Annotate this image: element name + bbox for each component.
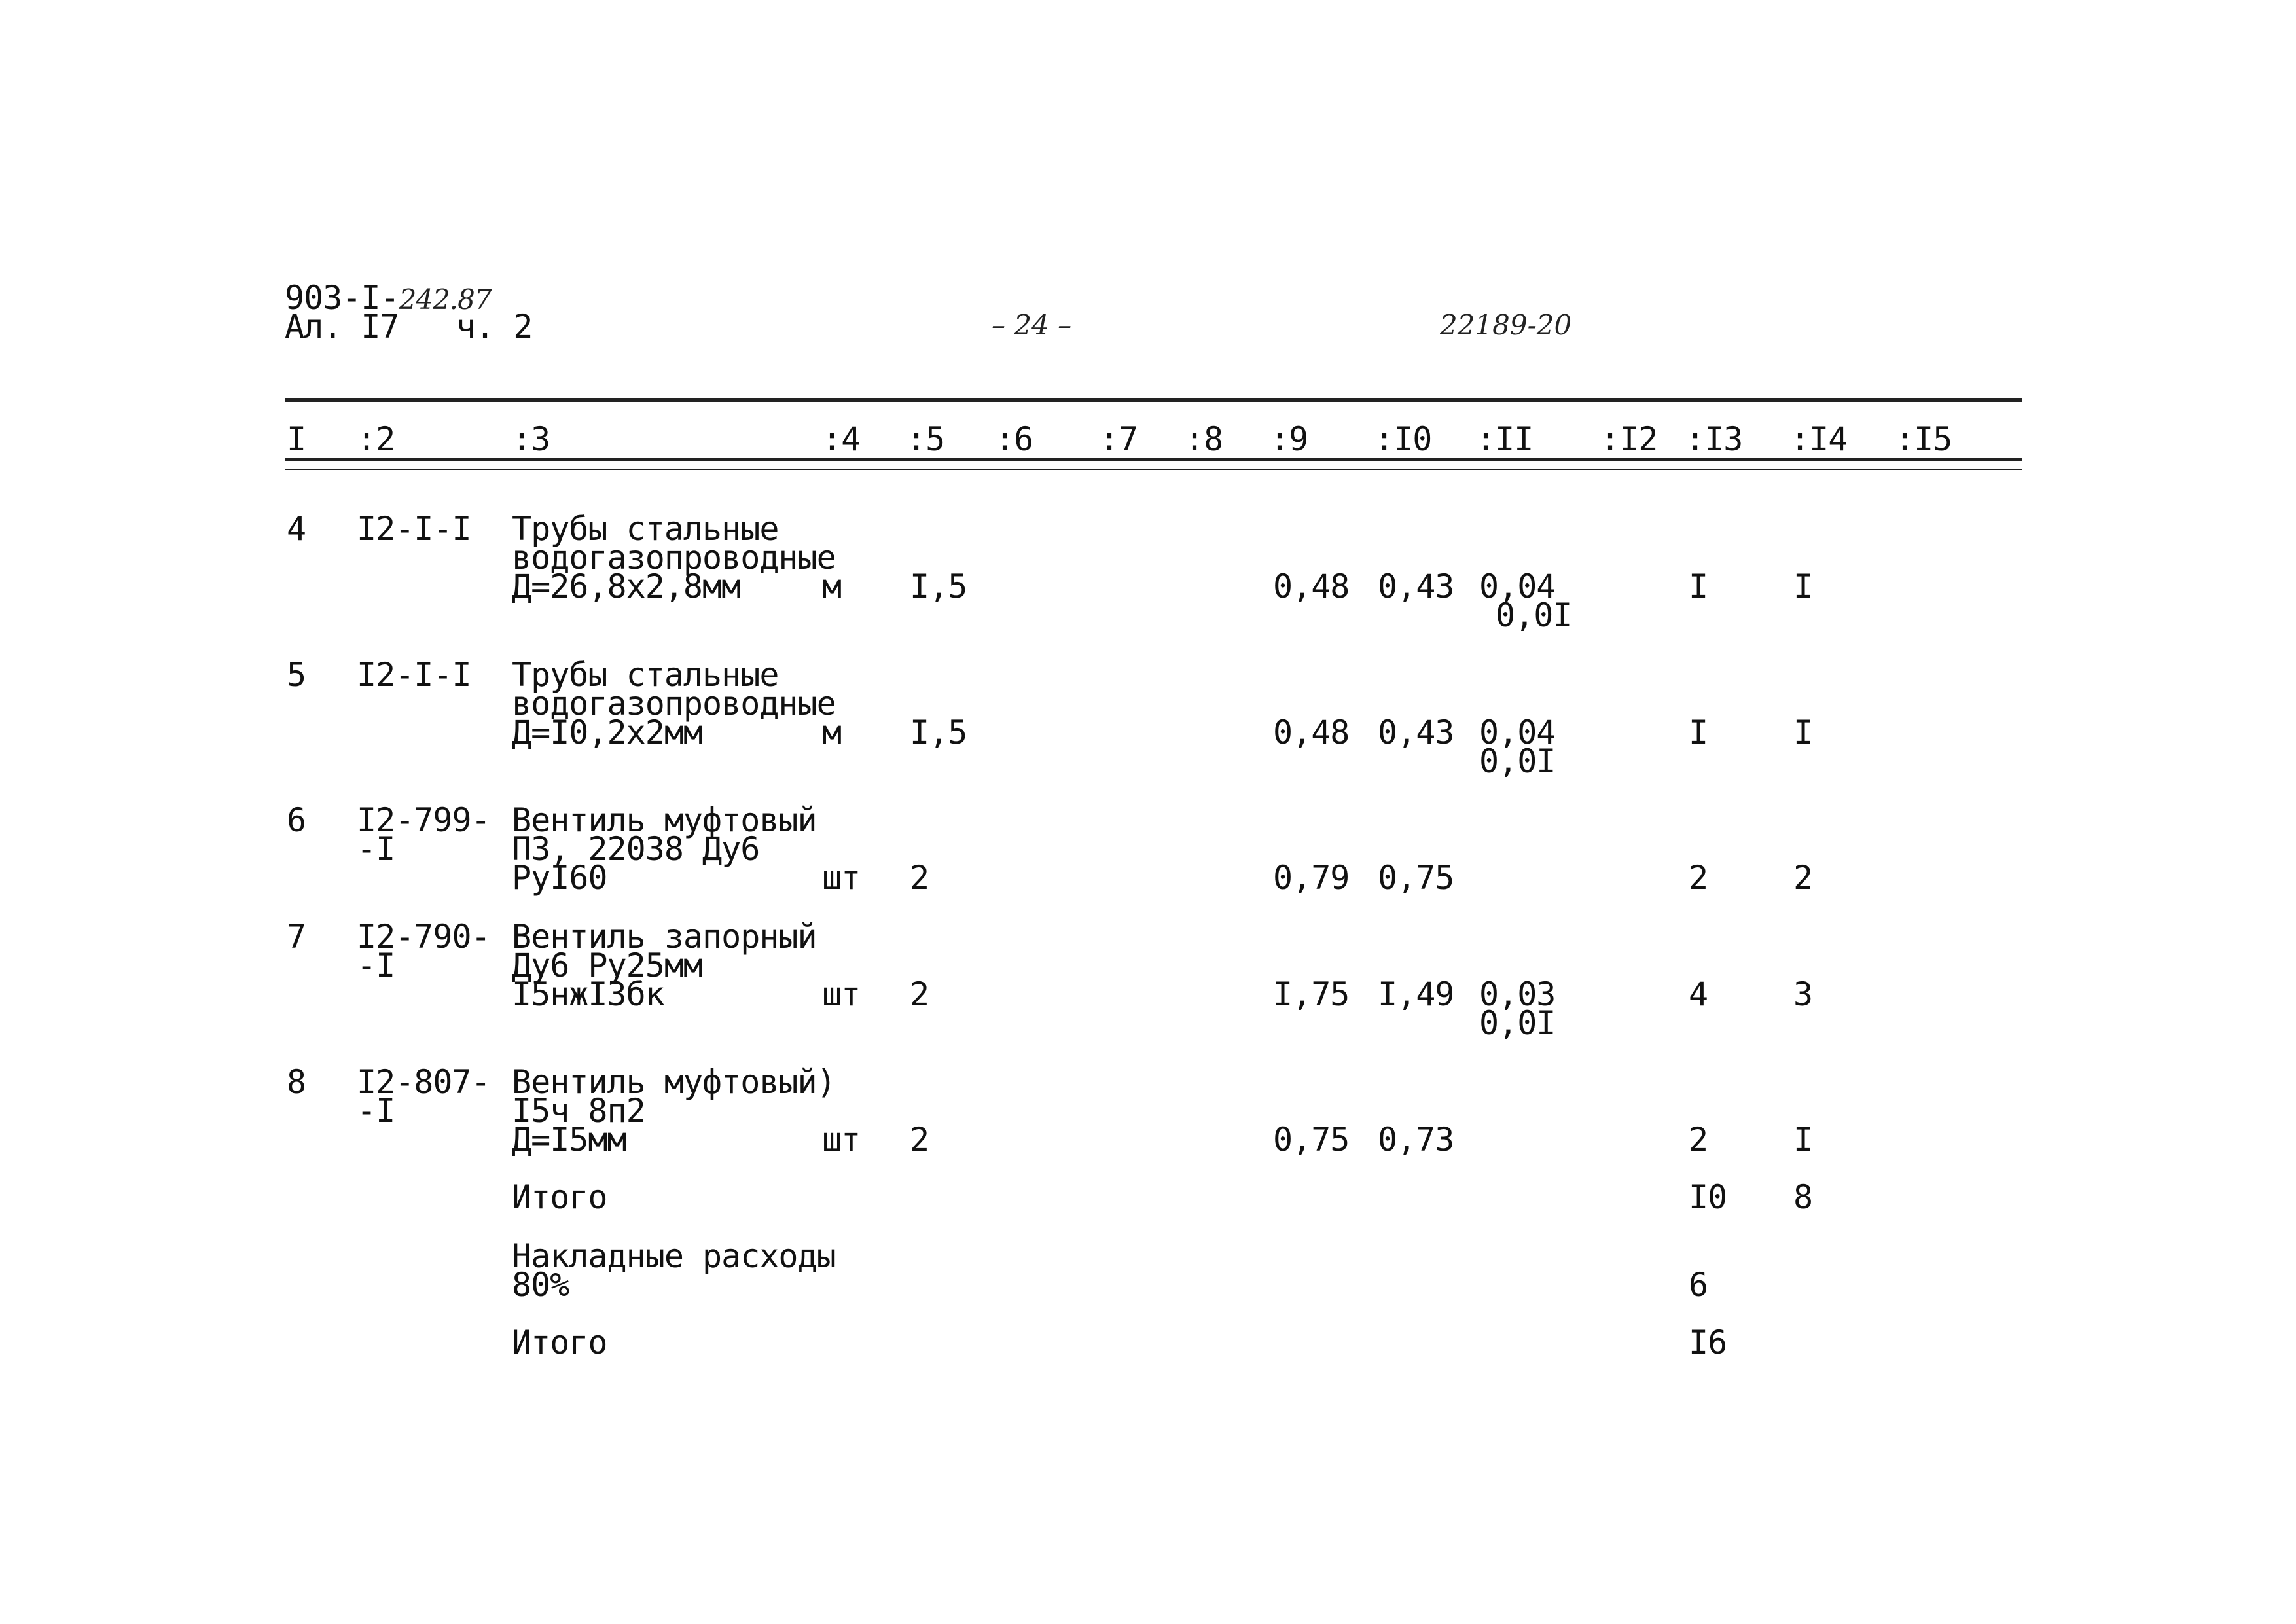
handwritten-code: 242.87 (399, 283, 492, 316)
overhead-col13: 6 (1689, 1266, 1708, 1304)
row-name-line: РуI60 (512, 859, 607, 897)
column-header: :2 (357, 420, 395, 458)
row-code: -I (357, 1092, 395, 1130)
row-name-line: Трубы стальные (512, 510, 779, 548)
column-header: :5 (906, 420, 945, 458)
row-col9: 0,48 (1273, 713, 1350, 751)
total-col14: 8 (1793, 1178, 1813, 1216)
row-col10: 0,43 (1378, 568, 1454, 605)
row-name-line: Вентиль запорный (512, 918, 817, 956)
row-col9: 0,79 (1273, 859, 1350, 897)
row-col10: I,49 (1378, 975, 1454, 1013)
row-col11: 0,03 (1479, 975, 1556, 1013)
row-name-line: Вентиль муфтовый (512, 801, 817, 839)
column-header: :6 (995, 420, 1033, 458)
grand-total-label: Итого (512, 1324, 607, 1362)
overhead-label: 80% (512, 1266, 569, 1304)
row-name-line: Вентиль муфтовый) (512, 1063, 836, 1101)
row-col11: 0,04 (1479, 713, 1556, 751)
album-line: Ал. I7 ч. 2 (285, 308, 533, 346)
row-col14: I (1793, 713, 1813, 751)
row-code: I2-I-I (357, 510, 471, 548)
row-code: I2-807- (357, 1063, 490, 1101)
row-quantity: I,5 (910, 568, 967, 605)
row-name-line: Д=I0,2х2мм (512, 713, 703, 751)
row-unit: шт (822, 1121, 861, 1159)
row-col13: I (1689, 713, 1708, 751)
row-name-line: I5ч 8п2 (512, 1092, 645, 1130)
row-code: I2-790- (357, 918, 490, 956)
column-header: :7 (1100, 420, 1138, 458)
row-code: I2-I-I (357, 656, 471, 694)
row-name-line: I5нжI3бк (512, 975, 664, 1013)
column-header: I (287, 420, 306, 458)
row-quantity: 2 (910, 859, 929, 897)
row-number: 4 (287, 510, 306, 548)
row-name-line: ПЗ, 22038 Ду6 (512, 830, 760, 868)
row-quantity: I,5 (910, 713, 967, 751)
total-col13: I0 (1689, 1178, 1727, 1216)
row-col10: 0,75 (1378, 859, 1454, 897)
row-number: 5 (287, 656, 306, 694)
row-col11: 0,0I (1479, 1004, 1556, 1042)
row-name-line: Д=26,8х2,8мм (512, 568, 741, 605)
row-col9: I,75 (1273, 975, 1350, 1013)
row-col13: 2 (1689, 1121, 1708, 1159)
column-header: :I0 (1374, 420, 1432, 458)
header-bottom-rule-thin (285, 469, 2022, 470)
row-number: 8 (287, 1063, 306, 1101)
row-col10: 0,43 (1378, 713, 1454, 751)
total-label: Итого (512, 1178, 607, 1216)
row-name-line: Ду6 Ру25мм (512, 947, 703, 984)
row-col14: I (1793, 568, 1813, 605)
overhead-label: Накладные расходы (512, 1237, 836, 1275)
document-number: 22189-20 (1440, 309, 1572, 341)
row-quantity: 2 (910, 1121, 929, 1159)
column-header: :8 (1185, 420, 1223, 458)
column-header: :I2 (1600, 420, 1658, 458)
row-col10: 0,73 (1378, 1121, 1454, 1159)
row-col13: 4 (1689, 975, 1708, 1013)
table-top-rule (285, 398, 2022, 402)
row-quantity: 2 (910, 975, 929, 1013)
header-bottom-rule (285, 458, 2022, 461)
row-col14: I (1793, 1121, 1813, 1159)
row-col9: 0,75 (1273, 1121, 1350, 1159)
row-col11: 0,04 (1479, 568, 1556, 605)
column-header: :4 (822, 420, 861, 458)
column-header: :3 (512, 420, 550, 458)
row-col11: 0,0I (1496, 596, 1572, 634)
row-code: I2-799- (357, 801, 490, 839)
column-header: :9 (1270, 420, 1308, 458)
row-col14: 3 (1793, 975, 1813, 1013)
row-name-line: Д=I5мм (512, 1121, 626, 1159)
column-header: :II (1476, 420, 1534, 458)
row-col13: I (1689, 568, 1708, 605)
row-unit: шт (822, 859, 861, 897)
row-code: -I (357, 947, 395, 984)
row-name-line: водогазопроводные (512, 685, 836, 723)
column-header: :I5 (1895, 420, 1952, 458)
column-header: :I4 (1790, 420, 1848, 458)
row-unit: м (822, 713, 842, 751)
row-unit: шт (822, 975, 861, 1013)
row-col9: 0,48 (1273, 568, 1350, 605)
row-col14: 2 (1793, 859, 1813, 897)
row-unit: м (822, 568, 842, 605)
row-name-line: Трубы стальные (512, 656, 779, 694)
row-name-line: водогазопроводные (512, 539, 836, 577)
row-number: 7 (287, 918, 306, 956)
row-col13: 2 (1689, 859, 1708, 897)
row-code: -I (357, 830, 395, 868)
row-number: 6 (287, 801, 306, 839)
document-code: 903-I-242.87 (285, 279, 492, 317)
column-header: :I3 (1685, 420, 1743, 458)
row-col11: 0,0I (1479, 742, 1556, 780)
grand-total-col13: I6 (1689, 1324, 1727, 1362)
page-number: – 24 – (992, 309, 1072, 341)
